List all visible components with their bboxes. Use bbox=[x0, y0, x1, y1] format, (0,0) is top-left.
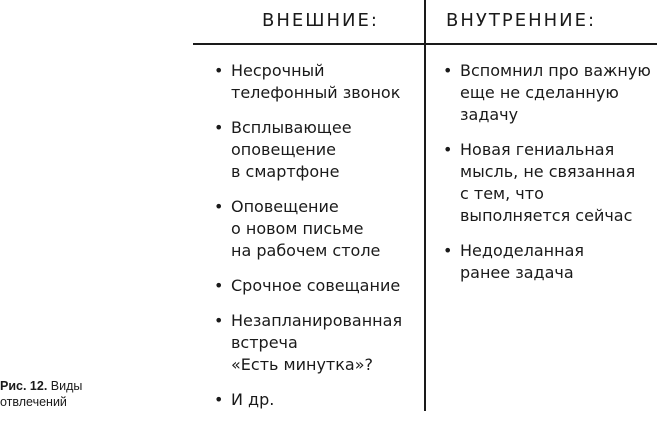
external-item-text: Незапланированная встреча «Есть минутка»? bbox=[231, 311, 403, 374]
internal-item bbox=[443, 240, 653, 284]
external-item bbox=[214, 389, 419, 411]
external-header: ВНЕШНИЕ: bbox=[262, 10, 379, 31]
external-item bbox=[214, 275, 419, 297]
external-item bbox=[214, 196, 419, 262]
external-item-text: Оповещение о новом письме на рабочем столе bbox=[231, 197, 381, 260]
internal-distractions-list bbox=[443, 60, 653, 297]
bullet-icon: • bbox=[443, 241, 453, 260]
bullet-icon: • bbox=[214, 118, 224, 137]
figure-caption bbox=[0, 378, 120, 410]
bullet-icon: • bbox=[443, 61, 453, 80]
figure-caption-text: Виды отвлечений bbox=[0, 379, 83, 409]
bullet-icon: • bbox=[214, 390, 224, 409]
external-item bbox=[214, 117, 419, 183]
internal-item-text: Недоделанная ранее задача bbox=[460, 241, 585, 282]
internal-item-text: Новая гениальная мысль, не связанная с тем, что выполняется сейчас bbox=[460, 140, 636, 225]
column-divider bbox=[424, 0, 426, 411]
header-underline bbox=[193, 43, 657, 45]
external-item bbox=[214, 60, 419, 104]
bullet-icon: • bbox=[214, 197, 224, 216]
bullet-icon: • bbox=[214, 276, 224, 295]
external-item-text: Срочное совещание bbox=[231, 276, 401, 295]
bullet-icon: • bbox=[214, 311, 224, 330]
figure-caption-label: Рис. 12. bbox=[0, 379, 48, 393]
bullet-icon: • bbox=[443, 140, 453, 159]
external-item-text: Несрочный телефонный звонок bbox=[231, 61, 401, 102]
external-item bbox=[214, 310, 419, 376]
external-item-text: Всплывающее оповещение в смартфоне bbox=[231, 118, 352, 181]
internal-item-text: Вспомнил про важную еще не сделанную задачу bbox=[460, 61, 651, 124]
external-item-text: И др. bbox=[231, 390, 275, 409]
external-distractions-list bbox=[214, 60, 419, 424]
internal-item bbox=[443, 139, 653, 227]
internal-item bbox=[443, 60, 653, 126]
internal-header: ВНУТРЕННИЕ: bbox=[446, 10, 597, 31]
bullet-icon: • bbox=[214, 61, 224, 80]
